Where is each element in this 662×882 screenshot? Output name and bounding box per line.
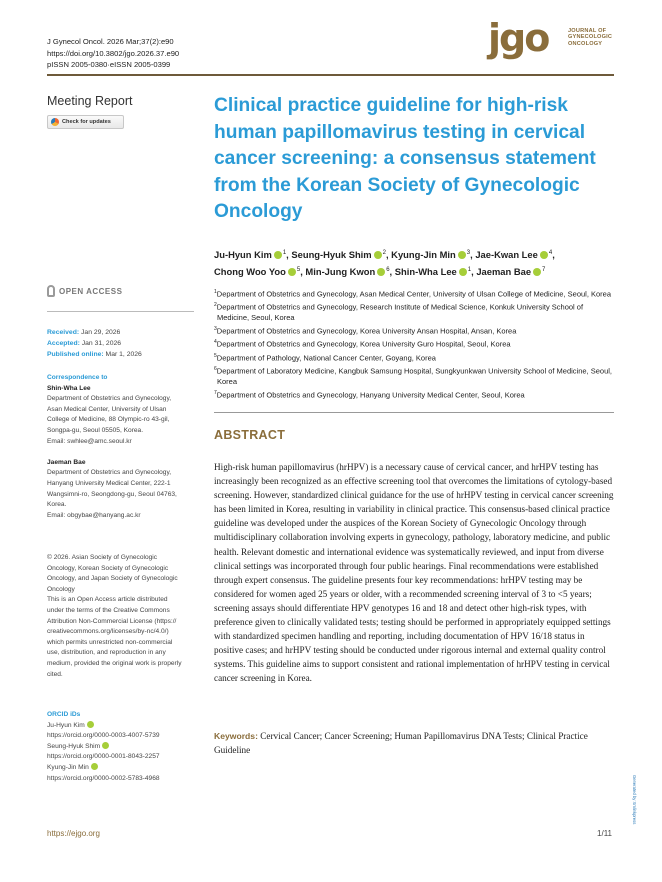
logo-subtitle (568, 28, 612, 47)
orcid-author: Kyung-Jin Min (47, 763, 202, 774)
logo-sub-line: ONCOLOGY (568, 40, 603, 47)
article-type: Meeting Report (47, 94, 133, 108)
author[interactable]: Chong Woo Yoo $^5$, (214, 265, 306, 277)
address-line: Asan Medical Center, University of Ulsan (47, 405, 167, 413)
received-date: Received: Jan 29, 2026 (47, 329, 121, 336)
orcid-icon[interactable] (288, 268, 296, 276)
keywords (214, 729, 615, 757)
orcid-link[interactable]: https://orcid.org/0000-0001-8043-2257 (47, 753, 160, 761)
footer-url[interactable]: https://ejgo.org (47, 829, 100, 838)
article-title: Clinical practice guideline for high-risk human papillomavirus testing in cervical cancer screening: a consensus statement from the Korean Society of Gynecologic Oncology (214, 95, 596, 222)
keywords-label: Keywords: (214, 731, 258, 741)
article-dates (47, 327, 142, 360)
email-link[interactable]: Email: obgybae@hanyang.ac.kr (47, 511, 141, 519)
copyright-line: under the terms of the Creative Commons (47, 606, 170, 614)
copyright-notice (47, 553, 202, 680)
journal-logo (488, 16, 638, 62)
affiliation: $^1$Department of Obstetrics and Gynecology, Asan Medical Center, University of Ulsan College of Medicine, Seoul, Korea (214, 289, 612, 299)
copyright-line: use, distribution, and reproduction in any (47, 649, 166, 657)
crossmark-icon (51, 118, 59, 126)
affiliation: $^6$Department of Laboratory Medicine, Kangbuk Samsung Hospital, Sungkyunkwan University School of Medicine, Seoul, Korea (214, 365, 612, 386)
orcid-author: Seung-Hyuk Shim (47, 742, 202, 753)
address-line: Department of Obstetrics and Gynecology, (47, 395, 172, 403)
author[interactable]: Seung-Hyuk Shim $^2$, (291, 249, 392, 261)
orcid-icon[interactable] (458, 251, 466, 259)
corresponding-author: Shin-Wha Lee (47, 384, 91, 392)
orcid-icon[interactable] (540, 251, 548, 259)
affiliation: $^5$Department of Pathology, National Cancer Center, Goyang, Korea (214, 352, 436, 363)
orcid-icon[interactable] (533, 268, 541, 276)
correspondence-heading: Correspondence to (47, 374, 108, 381)
logo-sub-line: JOURNAL OF (568, 28, 607, 34)
author-list (214, 246, 614, 279)
copyright-line: Oncology, Korean Society of Gynecologic (47, 564, 169, 572)
orcid-heading: ORCID iDs (47, 711, 81, 718)
license-link[interactable]: creativecommons.org/licenses/by-nc/4.0/) (47, 628, 169, 636)
side-note-text: Generated by Xmlinkpress (632, 775, 637, 825)
author[interactable]: Jae-Kwan Lee $^4$, (475, 249, 555, 261)
author[interactable]: Jaeman Bae $^7$ (476, 265, 546, 277)
header-meta (47, 36, 179, 71)
header-divider (47, 74, 614, 76)
logo-sub-line: GYNECOLOGIC (568, 34, 613, 41)
published-date: Published online: Mar 1, 2026 (47, 351, 142, 358)
open-lock-icon (47, 285, 55, 297)
email-link[interactable]: Email: swhlee@amc.seoul.kr (47, 437, 132, 445)
orcid-icon (87, 721, 94, 728)
open-access-label: OPEN ACCESS (59, 286, 123, 296)
author[interactable]: Ju-Hyun Kim $^1$, (214, 249, 292, 261)
orcid-link[interactable]: https://orcid.org/0000-0003-4007-5739 (47, 732, 160, 740)
doi-link[interactable]: https://doi.org/10.3802/jgo.2026.37.e90 (47, 48, 180, 58)
correspondence (47, 373, 202, 521)
orcid-link[interactable]: https://orcid.org/0000-0002-5783-4968 (47, 774, 160, 782)
sidebar-divider (47, 311, 194, 312)
author[interactable]: Shin-Wha Lee $^1$, (394, 265, 477, 277)
abstract-heading: ABSTRACT (214, 428, 286, 442)
address-line: Wangsimni-ro, Seongdong-gu, Seoul 04763, (47, 490, 177, 498)
orcid-icon (91, 763, 98, 770)
copyright-line: cited. (47, 670, 63, 678)
accepted-date: Accepted: Jan 31, 2026 (47, 340, 122, 347)
affiliations (214, 287, 614, 401)
orcid-icon[interactable] (274, 251, 282, 259)
side-note (631, 775, 637, 835)
address-line: Department of Obstetrics and Gynecology, (47, 469, 172, 477)
author[interactable]: Kyung-Jin Min $^3$, (391, 249, 476, 261)
copyright-line: Attribution Non-Commercial License (https:// (47, 617, 177, 625)
copyright-line: which permits unrestricted non-commercial (47, 638, 173, 646)
open-access-badge (47, 285, 122, 297)
affiliation: $^2$Department of Obstetrics and Gynecology, Research Institute of Medical Science, Konkuk University School of Medicine, Seoul, Korea (214, 302, 584, 323)
author[interactable]: Min-Jung Kwon $^6$, (305, 265, 395, 277)
address-line: Songpa-gu, Seoul 05505, Korea. (47, 426, 144, 434)
issn: pISSN 2005-0380·eISSN 2005-0399 (47, 60, 171, 69)
copyright-line: medium, provided the original work is properly (47, 659, 182, 667)
keywords-text: Cervical Cancer; Cancer Screening; Human Papillomavirus DNA Tests; Clinical Practice Guideline (214, 731, 588, 755)
affiliation: $^7$Department of Obstetrics and Gynecology, Hanyang University Medical Center, Seoul, Korea (214, 389, 525, 400)
orcid-author: Ju-Hyun Kim (47, 721, 202, 732)
copyright-line: This is an Open Access article distributed (47, 596, 168, 604)
journal-citation: J Gynecol Oncol. 2026 Mar;37(2):e90 (47, 37, 174, 46)
address-line: Korea. (47, 501, 67, 509)
copyright-line: © 2026. Asian Society of Gynecologic (47, 554, 158, 561)
affiliation: $^4$Department of Obstetrics and Gynecology, Korea University Guro Hospital, Seoul, Korea (214, 339, 511, 349)
check-for-updates-button[interactable] (47, 115, 124, 129)
page-number: 1/11 (597, 829, 612, 838)
orcid-icon[interactable] (377, 268, 385, 276)
copyright-line: Oncology, and Japan Society of Gynecologic (47, 575, 178, 583)
orcid-icon[interactable] (459, 268, 467, 276)
check-for-updates-label: Check for updates (62, 119, 111, 125)
corresponding-author: Jaeman Bae (47, 458, 86, 466)
abstract-text: High-risk human papillomavirus (hrHPV) is a necessary cause of cervical cancer, and hrHPV testing has increasingly been recognized as an effective screening tool that overcomes the limitations of cytology-based screening. However, standardized clinical guidance for the use of hrHPV testing in cervical cancer screening has been limited in Korea, resulting in variability in clinical practice. This consensus-based clinical practice guideline was developed under the auspices of the Korean Society of Gynecologic Oncology through multidisciplinary collaboration involving experts in gynecology, pathology, laboratory medicine, and public health. Relevant domestic and international evidence was systematically reviewed, and input from diverse clinical settings was incorporated through four public hearings. Final recommendations were established through expert consensus. The guideline presents four key recommendations: hrHPV testing may be considered for women aged 25 years or older, with a recommended screening interval of 3 to <5 years; screening assays should differentiate HPV genotypes 16 and 18 and detect other high-risk types, with preference given to clinically validated tests; testing should be performed in appropriately equipped settings with standardized specimen handling and reporting, including documentation of HPV 16/18 status in positive cases; and hrHPV testing should be conducted under rigorous internal and external quality control systems. This guideline aims to support consistent and rational implementation of hrHPV testing in cervical cancer screening in Korea. (214, 462, 614, 684)
copyright-line: Oncology (47, 585, 75, 593)
address-line: Hanyang University Medical Center, 222-1 (47, 479, 171, 487)
address-line: College of Medicine, 88 Olympic-ro 43-gil, (47, 416, 170, 424)
affiliation-divider (214, 412, 614, 413)
orcid-ids (47, 710, 202, 784)
affiliation: $^3$Department of Obstetrics and Gynecology, Korea University Ansan Hospital, Ansan, Korea (214, 326, 517, 336)
logo-wordmark: jgo (488, 16, 549, 60)
orcid-icon[interactable] (374, 251, 382, 259)
orcid-icon (102, 742, 109, 749)
